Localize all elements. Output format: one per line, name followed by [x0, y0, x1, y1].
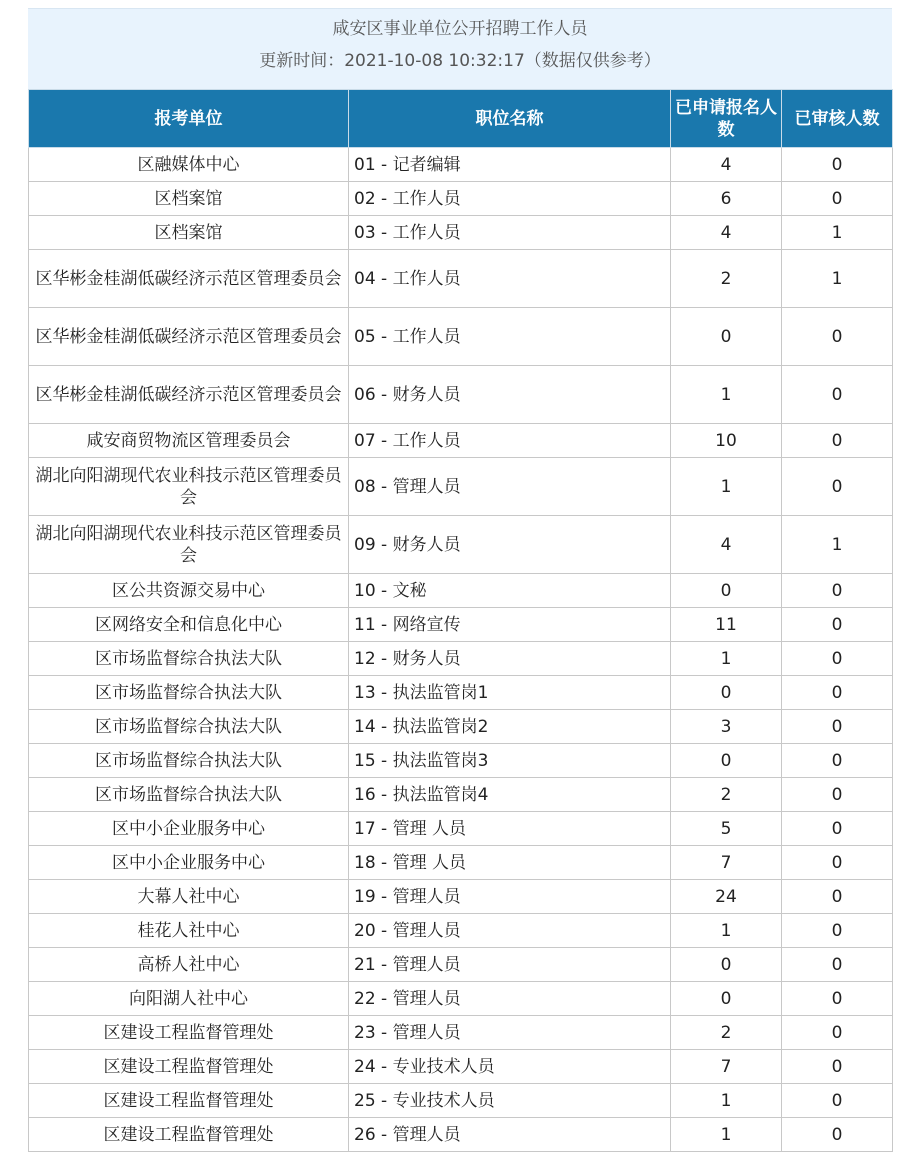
table-row	[29, 608, 893, 642]
unit-cell: 区中小企业服务中心	[29, 812, 349, 846]
table-row	[29, 676, 893, 710]
table-row	[29, 1050, 893, 1084]
table-row	[29, 458, 893, 516]
applied-count-cell: 3	[671, 710, 782, 744]
position-cell: 05 - 工作人员	[349, 308, 671, 366]
unit-cell: 区市场监督综合执法大队	[29, 744, 349, 778]
position-cell: 21 - 管理人员	[349, 948, 671, 982]
reviewed-count-cell: 0	[782, 778, 893, 812]
reviewed-count-cell: 0	[782, 1084, 893, 1118]
unit-cell: 区市场监督综合执法大队	[29, 710, 349, 744]
unit-cell: 向阳湖人社中心	[29, 982, 349, 1016]
applied-count-cell: 1	[671, 642, 782, 676]
table-row	[29, 574, 893, 608]
unit-cell: 区中小企业服务中心	[29, 846, 349, 880]
applied-count-cell: 6	[671, 182, 782, 216]
table-row	[29, 948, 893, 982]
position-cell: 06 - 财务人员	[349, 366, 671, 424]
applied-count-cell: 7	[671, 846, 782, 880]
applied-count-cell: 0	[671, 982, 782, 1016]
position-cell: 12 - 财务人员	[349, 642, 671, 676]
registration-table	[28, 89, 893, 1152]
table-row	[29, 778, 893, 812]
position-cell: 22 - 管理人员	[349, 982, 671, 1016]
page-header	[28, 8, 892, 89]
page	[28, 8, 892, 1152]
reviewed-count-cell: 0	[782, 812, 893, 846]
unit-cell: 高桥人社中心	[29, 948, 349, 982]
applied-count-cell: 2	[671, 1016, 782, 1050]
unit-cell: 区华彬金桂湖低碳经济示范区管理委员会	[29, 308, 349, 366]
unit-cell: 区档案馆	[29, 182, 349, 216]
position-cell: 03 - 工作人员	[349, 216, 671, 250]
table-row	[29, 710, 893, 744]
table-row	[29, 148, 893, 182]
table-header-row	[29, 90, 893, 148]
applied-count-cell: 10	[671, 424, 782, 458]
unit-cell: 区建设工程监督管理处	[29, 1050, 349, 1084]
column-header-reviewed: 已审核人数	[782, 90, 893, 148]
position-cell: 14 - 执法监管岗2	[349, 710, 671, 744]
reviewed-count-cell: 0	[782, 1050, 893, 1084]
reviewed-count-cell: 0	[782, 1118, 893, 1152]
column-header-position: 职位名称	[349, 90, 671, 148]
position-cell: 01 - 记者编辑	[349, 148, 671, 182]
unit-cell: 区网络安全和信息化中心	[29, 608, 349, 642]
unit-cell: 咸安商贸物流区管理委员会	[29, 424, 349, 458]
table-row	[29, 846, 893, 880]
applied-count-cell: 0	[671, 676, 782, 710]
unit-cell: 区融媒体中心	[29, 148, 349, 182]
reviewed-count-cell: 0	[782, 1016, 893, 1050]
reviewed-count-cell: 0	[782, 710, 893, 744]
unit-cell: 区建设工程监督管理处	[29, 1118, 349, 1152]
reviewed-count-cell: 0	[782, 846, 893, 880]
applied-count-cell: 1	[671, 914, 782, 948]
position-cell: 04 - 工作人员	[349, 250, 671, 308]
table-row	[29, 366, 893, 424]
column-header-applied: 已申请报名人数	[671, 90, 782, 148]
reviewed-count-cell: 1	[782, 216, 893, 250]
reviewed-count-cell: 0	[782, 608, 893, 642]
table-row	[29, 812, 893, 846]
reviewed-count-cell: 0	[782, 914, 893, 948]
applied-count-cell: 4	[671, 148, 782, 182]
reviewed-count-cell: 0	[782, 982, 893, 1016]
reviewed-count-cell: 0	[782, 308, 893, 366]
applied-count-cell: 11	[671, 608, 782, 642]
position-cell: 11 - 网络宣传	[349, 608, 671, 642]
table-row	[29, 744, 893, 778]
position-cell: 24 - 专业技术人员	[349, 1050, 671, 1084]
position-cell: 19 - 管理人员	[349, 880, 671, 914]
applied-count-cell: 1	[671, 1118, 782, 1152]
table-row	[29, 250, 893, 308]
applied-count-cell: 0	[671, 744, 782, 778]
table-row	[29, 424, 893, 458]
reviewed-count-cell: 0	[782, 424, 893, 458]
applied-count-cell: 2	[671, 778, 782, 812]
unit-cell: 区市场监督综合执法大队	[29, 642, 349, 676]
applied-count-cell: 1	[671, 1084, 782, 1118]
reviewed-count-cell: 0	[782, 642, 893, 676]
unit-cell: 湖北向阳湖现代农业科技示范区管理委员会	[29, 458, 349, 516]
unit-cell: 大幕人社中心	[29, 880, 349, 914]
reviewed-count-cell: 0	[782, 366, 893, 424]
unit-cell: 区市场监督综合执法大队	[29, 778, 349, 812]
unit-cell: 区建设工程监督管理处	[29, 1016, 349, 1050]
applied-count-cell: 0	[671, 308, 782, 366]
applied-count-cell: 0	[671, 948, 782, 982]
reviewed-count-cell: 1	[782, 250, 893, 308]
unit-cell: 区公共资源交易中心	[29, 574, 349, 608]
applied-count-cell: 7	[671, 1050, 782, 1084]
applied-count-cell: 4	[671, 216, 782, 250]
table-row	[29, 982, 893, 1016]
reviewed-count-cell: 0	[782, 880, 893, 914]
table-row	[29, 1084, 893, 1118]
table-row	[29, 308, 893, 366]
position-cell: 23 - 管理人员	[349, 1016, 671, 1050]
position-cell: 07 - 工作人员	[349, 424, 671, 458]
unit-cell: 区市场监督综合执法大队	[29, 676, 349, 710]
position-cell: 09 - 财务人员	[349, 516, 671, 574]
reviewed-count-cell: 0	[782, 676, 893, 710]
applied-count-cell: 24	[671, 880, 782, 914]
position-cell: 25 - 专业技术人员	[349, 1084, 671, 1118]
applied-count-cell: 4	[671, 516, 782, 574]
reviewed-count-cell: 1	[782, 516, 893, 574]
unit-cell: 区档案馆	[29, 216, 349, 250]
table-row	[29, 216, 893, 250]
applied-count-cell: 0	[671, 574, 782, 608]
position-cell: 17 - 管理 人员	[349, 812, 671, 846]
position-cell: 10 - 文秘	[349, 574, 671, 608]
position-cell: 16 - 执法监管岗4	[349, 778, 671, 812]
reviewed-count-cell: 0	[782, 182, 893, 216]
column-header-unit: 报考单位	[29, 90, 349, 148]
position-cell: 02 - 工作人员	[349, 182, 671, 216]
position-cell: 26 - 管理人员	[349, 1118, 671, 1152]
applied-count-cell: 1	[671, 458, 782, 516]
table-row	[29, 1016, 893, 1050]
reviewed-count-cell: 0	[782, 744, 893, 778]
reviewed-count-cell: 0	[782, 574, 893, 608]
position-cell: 13 - 执法监管岗1	[349, 676, 671, 710]
position-cell: 15 - 执法监管岗3	[349, 744, 671, 778]
table-row	[29, 182, 893, 216]
table-row	[29, 914, 893, 948]
table-row	[29, 642, 893, 676]
table-row	[29, 880, 893, 914]
position-cell: 20 - 管理人员	[349, 914, 671, 948]
table-body	[29, 148, 893, 1152]
unit-cell: 区华彬金桂湖低碳经济示范区管理委员会	[29, 250, 349, 308]
unit-cell: 区华彬金桂湖低碳经济示范区管理委员会	[29, 366, 349, 424]
position-cell: 18 - 管理 人员	[349, 846, 671, 880]
reviewed-count-cell: 0	[782, 148, 893, 182]
reviewed-count-cell: 0	[782, 948, 893, 982]
table-row	[29, 516, 893, 574]
unit-cell: 湖北向阳湖现代农业科技示范区管理委员会	[29, 516, 349, 574]
reviewed-count-cell: 0	[782, 458, 893, 516]
applied-count-cell: 2	[671, 250, 782, 308]
table-row	[29, 1118, 893, 1152]
page-title: 咸安区事业单位公开招聘工作人员	[332, 19, 588, 39]
applied-count-cell: 1	[671, 366, 782, 424]
position-cell: 08 - 管理人员	[349, 458, 671, 516]
applied-count-cell: 5	[671, 812, 782, 846]
unit-cell: 区建设工程监督管理处	[29, 1084, 349, 1118]
unit-cell: 桂花人社中心	[29, 914, 349, 948]
update-time: 更新时间：2021-10-08 10:32:17（数据仅供参考）	[259, 51, 661, 71]
